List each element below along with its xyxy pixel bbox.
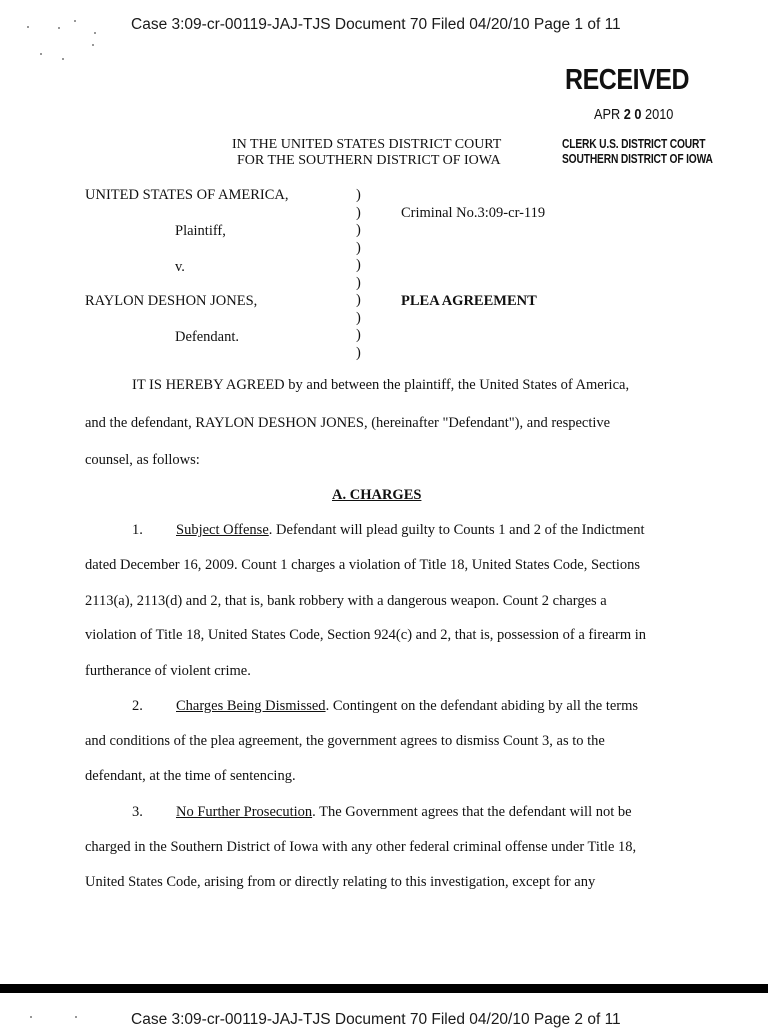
scan-speck <box>58 27 60 29</box>
para1-line: dated December 16, 2009. Count 1 charges a violation of Title 18, United States Code, Sections <box>85 557 641 573</box>
para3-line: United States Code, arising from or directly relating to this investigation, except for any <box>85 874 596 890</box>
scan-speck <box>94 32 96 34</box>
scan-speck <box>40 53 42 55</box>
intro-line-2: and the defendant, RAYLON DESHON JONES, (hereinafter "Defendant"), and respective <box>85 415 611 431</box>
para2-line: defendant, at the time of sentencing. <box>85 768 296 784</box>
caption-plaintiff-name: UNITED STATES OF AMERICA, <box>85 187 289 203</box>
caption-defendant-label: Defendant. <box>175 329 240 345</box>
received-stamp-date: APR 2 0 2010 <box>594 106 674 123</box>
scan-speck <box>30 1016 32 1018</box>
para2-first-line: Charges Being Dismissed. Contingent on the defendant abiding by all the terms <box>176 698 639 714</box>
para1-number: 1. <box>132 522 143 538</box>
para3-first-line: No Further Prosecution. The Government agrees that the defendant will not be <box>176 804 632 820</box>
para1-line: violation of Title 18, United States Code, Section 924(c) and 2, that is, possession of a firearm in <box>85 627 646 643</box>
intro-line-1: IT IS HEREBY AGREED by and between the plaintiff, the United States of America, <box>132 377 630 393</box>
case-header: Case 3:09-cr-00119-JAJ-TJS Document 70 Filed 04/20/10 Page 1 of 11 <box>131 16 621 33</box>
para1-first-line: Subject Offense. Defendant will plead guilty to Counts 1 and 2 of the Indictment <box>176 522 645 538</box>
para2-line: and conditions of the plea agreement, the government agrees to dismiss Count 3, as to the <box>85 733 605 749</box>
scan-speck <box>75 1016 77 1018</box>
next-page-case-header: Case 3:09-cr-00119-JAJ-TJS Document 70 Filed 04/20/10 Page 2 of 11 <box>131 1011 621 1028</box>
para1-title: Subject Offense <box>176 522 269 538</box>
caption-defendant-name: RAYLON DESHON JONES, <box>85 293 258 309</box>
para1-line: furtherance of violent crime. <box>85 663 251 679</box>
para2-title: Charges Being Dismissed <box>176 698 326 714</box>
document-title: PLEA AGREEMENT <box>401 293 537 309</box>
case-number: Criminal No.3:09-cr-119 <box>401 205 546 221</box>
court-title-line1: IN THE UNITED STATES DISTRICT COURT <box>232 137 502 152</box>
section-heading-charges: A. CHARGES <box>332 487 422 503</box>
scan-speck <box>92 44 94 46</box>
caption-parentheses: ) ) ) ) ) ) ) ) ) ) <box>356 187 361 361</box>
caption-plaintiff-label: Plaintiff, <box>175 223 226 239</box>
para3-line: charged in the Southern District of Iowa with any other federal criminal offense under Title 18, <box>85 839 637 855</box>
received-stamp-district: SOUTHERN DISTRICT OF IOWA <box>562 152 713 166</box>
court-title-line2: FOR THE SOUTHERN DISTRICT OF IOWA <box>237 153 501 168</box>
scan-speck <box>27 26 29 28</box>
para3-title: No Further Prosecution <box>176 804 313 820</box>
scan-speck <box>62 58 64 60</box>
para1-line: 2113(a), 2113(d) and 2, that is, bank robbery with a dangerous weapon. Count 2 charges a <box>85 593 607 609</box>
scan-speck <box>74 20 76 22</box>
para2-number: 2. <box>132 698 143 714</box>
page-break-bar <box>0 984 768 993</box>
received-stamp-title: RECEIVED <box>565 64 690 96</box>
caption-versus: v. <box>175 259 185 275</box>
para3-number: 3. <box>132 804 143 820</box>
received-stamp-clerk: CLERK U.S. DISTRICT COURT <box>562 137 706 151</box>
intro-line-3: counsel, as follows: <box>85 452 200 468</box>
